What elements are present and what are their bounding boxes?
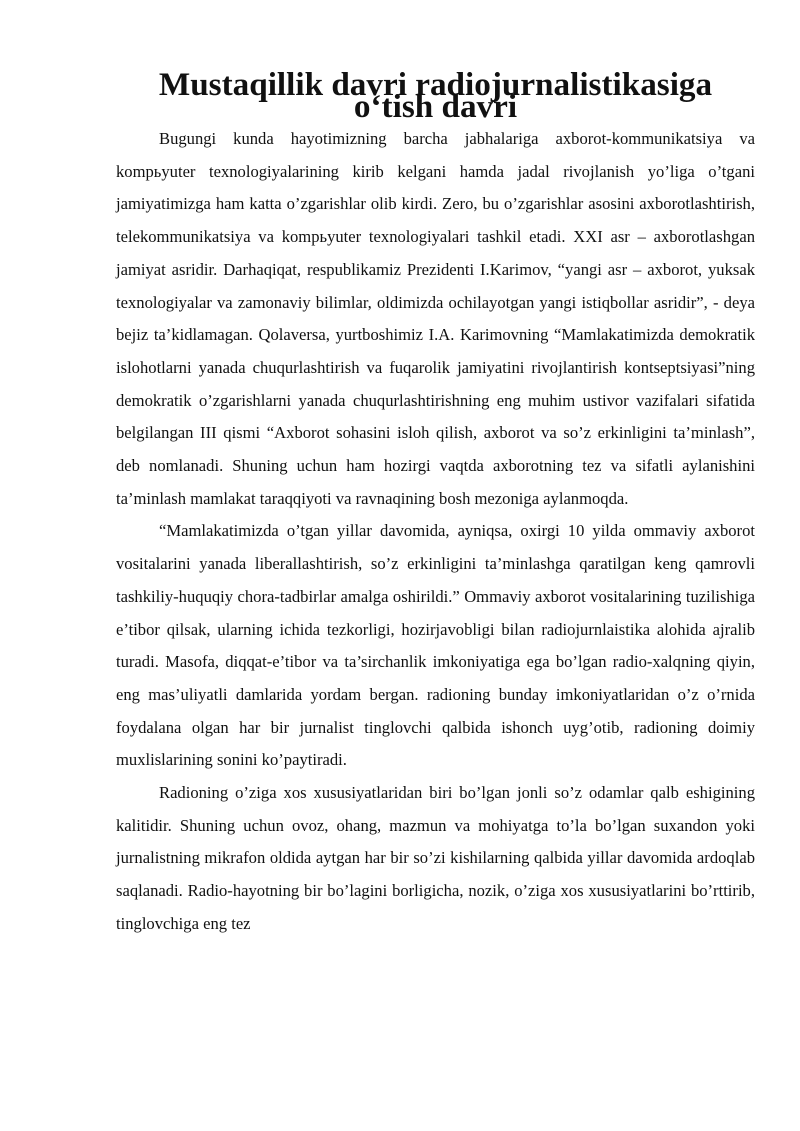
document-title: Mustaqillik davri radiojurnalistikasiga o‘tish davri (158, 66, 713, 125)
paragraph-2: “Mamlakatimizda o’tgan yillar davomida, ayniqsa, oxirgi 10 yilda ommaviy axborot vositalarini yanada liberallashtirish, so’z erkinligini ta’minlashga qaratilgan keng qamrovli tashkiliy-huquqiy chora-tadbirlar amalga oshirildi.” Ommaviy axborot vositalarining tuzilishiga e’tibor qilsak, ularning ichida tezkorligi, hozirjavobligi bilan radiojurnlaistika alohida ajralib turadi. Masofa, diqqat-e’tibor va ta’sirchanlik imkoniyatiga ega bo’lgan radio-xalqning qiyin, eng mas’uliyatli damlarida yordam bergan. radioning bunday imkoniyatlaridan o’z o’rnida foydalana olgan har bir jurnalist tinglovchi qalbida ishonch uyg’otib, radioning doimiy muxlislarining sonini ko’paytiradi. (116, 521, 755, 770)
document-page (116, 66, 755, 941)
paragraph-3: Radioning o’ziga xos xususiyatlaridan biri bo’lgan jonli so’z odamlar qalb eshigining kalitidir. Shuning uchun ovoz, ohang, mazmun va mohiyatga to’la bo’lgan suxandon yoki jurnalistning mikrafon oldida aytgan har bir so’zi kishilarning qalbida yillar davomida ardoqlab saqlanadi. Radio-hayotning bir bo’lagini borligicha, nozik, o’ziga xos xususiyatlarini bo’rttirib, tinglovchiga eng tez (116, 783, 755, 933)
paragraph-1: Bugungi kunda hayotimizning barcha jabhalariga axborot-kommunikatsiya va kompьyuter texnologiyalarining kirib kelgani hamda jadal rivojlanish yo’liga o’tgani jamiyatimizga ham katta o’zgarishlar olib kirdi. Zero, bu o’zgarishlar asosini axborotlashtirish, telekommunikatsiya va kompьyuter texnologiyalari tashkil etadi. XXI asr – axborotlashgan jamiyat asridir. Darhaqiqat, respublikamiz Prezidenti I.Karimov, “yangi asr – axborot, yuksak texnologiyalar va zamonaviy bilimlar, oldimizda ochilayotgan yangi istiqbollar asridir”, - deya bejiz ta’kidlamagan. Qolaversa, yurtboshimiz I.A. Karimovning “Mamlakatimizda demokratik islohotlarni yanada chuqurlashtirish va fuqarolik jamiyatini rivojlantirish kontseptsiyasi”ning demokratik o’zgarishlarni yanada chuqurlashtirishning eng muhim ustivor vazifalari sifatida belgilangan III qismi “Axborot sohasini isloh qilish, axborot va so’z erkinligini ta’minlash”, deb nomlanadi. Shuning uchun ham hozirgi vaqtda axborotning tez va sifatli aylanishini ta’minlash mamlakat taraqqiyoti va ravnaqining bosh mezoniga aylanmoqda. (116, 129, 755, 508)
